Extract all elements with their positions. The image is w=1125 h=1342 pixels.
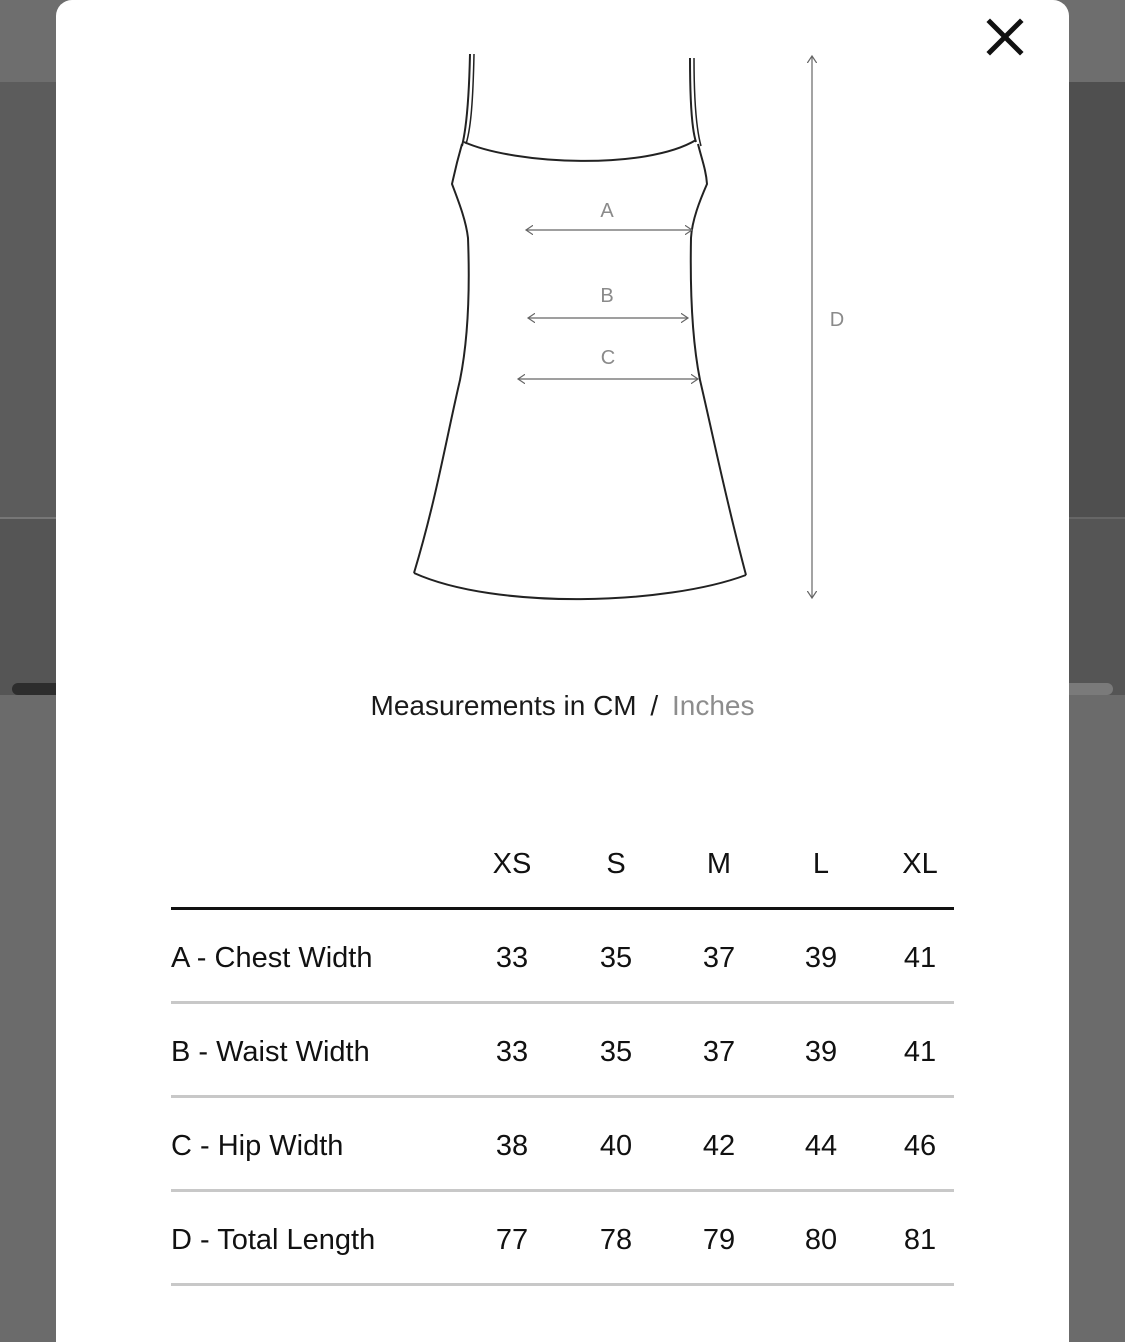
- table-cell: 35: [599, 1036, 633, 1068]
- close-button[interactable]: [985, 18, 1025, 56]
- row-label-waist: B - Waist Width: [171, 1036, 370, 1068]
- table-cell: 44: [804, 1130, 838, 1162]
- measure-label-a: A: [600, 200, 614, 222]
- table-cell: 33: [495, 1036, 529, 1068]
- background-section: [1069, 519, 1125, 695]
- size-header-m: M: [706, 848, 732, 880]
- table-cell: 40: [599, 1130, 633, 1162]
- size-guide-modal: [56, 0, 1069, 1342]
- size-header-s: S: [606, 848, 626, 880]
- table-cell: 41: [903, 942, 937, 974]
- table-row: [171, 1192, 954, 1286]
- size-chart-table: [171, 830, 954, 1286]
- unit-toggle: [56, 690, 1069, 722]
- unit-separator: /: [650, 690, 659, 721]
- unit-cm-label[interactable]: Measurements in CM: [370, 690, 637, 721]
- table-header-row: [171, 830, 954, 910]
- table-cell: 38: [495, 1130, 529, 1162]
- row-label-hip: C - Hip Width: [171, 1130, 344, 1162]
- table-cell: 80: [804, 1224, 838, 1256]
- table-cell: 78: [599, 1224, 633, 1256]
- table-cell: 41: [903, 1036, 937, 1068]
- unit-inches-button[interactable]: Inches: [671, 690, 755, 721]
- close-icon: [985, 18, 1025, 56]
- table-cell: 33: [495, 942, 529, 974]
- measure-label-c: C: [600, 347, 616, 369]
- table-cell: 35: [599, 942, 633, 974]
- background-panel-right: [1069, 82, 1125, 518]
- row-label-length: D - Total Length: [171, 1224, 376, 1256]
- dress-measurement-diagram: [396, 40, 845, 620]
- table-cell: 79: [702, 1224, 736, 1256]
- table-cell: 81: [903, 1224, 937, 1256]
- table-cell: 77: [495, 1224, 529, 1256]
- size-header-xl: XL: [902, 848, 938, 880]
- background-scroll-indicator: [12, 683, 56, 695]
- measure-label-d: D: [829, 309, 845, 331]
- table-row: [171, 910, 954, 1004]
- background-panel-left: [0, 82, 56, 518]
- table-cell: 37: [702, 1036, 736, 1068]
- measure-label-b: B: [600, 285, 614, 307]
- background-scroll-indicator: [1069, 683, 1113, 695]
- table-row: [171, 1098, 954, 1192]
- size-header-xs: XS: [492, 848, 532, 880]
- table-cell: 46: [903, 1130, 937, 1162]
- row-label-chest: A - Chest Width: [171, 942, 373, 974]
- table-cell: 42: [702, 1130, 736, 1162]
- table-row: [171, 1004, 954, 1098]
- table-cell: 39: [804, 942, 838, 974]
- size-header-l: L: [812, 848, 830, 880]
- table-cell: 37: [702, 942, 736, 974]
- background-section: [0, 519, 56, 695]
- table-cell: 39: [804, 1036, 838, 1068]
